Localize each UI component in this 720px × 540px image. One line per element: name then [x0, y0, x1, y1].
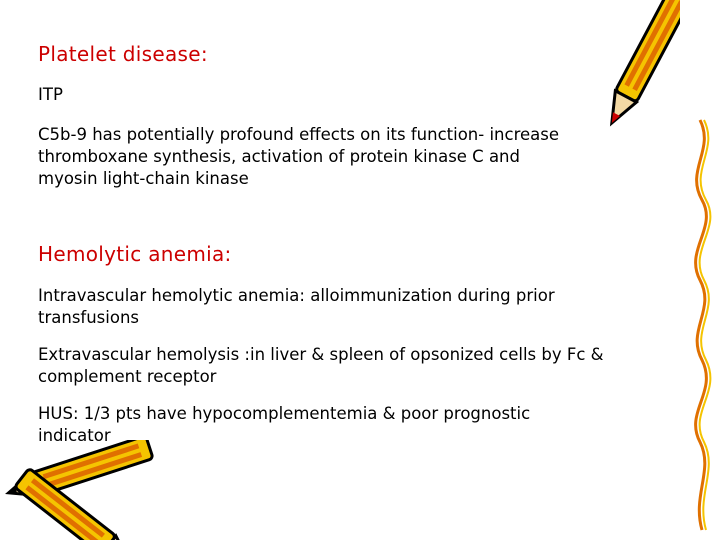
platelet-disease-heading: Platelet disease: — [38, 42, 208, 66]
pencil-icon-bottom-left — [0, 440, 190, 540]
pencil-icon-top-right — [600, 0, 680, 140]
extravascular-hemolysis-text: Extravascular hemolysis :in liver & spleen of opsonized cells by Fc & complement receptor — [38, 345, 604, 386]
itp-text: ITP — [38, 85, 63, 104]
intravascular-hemolysis-text: Intravascular hemolytic anemia: alloimmunization during prior transfusions — [38, 286, 555, 327]
c5b9-effects-text: C5b-9 has potentially profound effects on its function- increase thromboxane synthesis, activation of protein kinase C and myosin light-chain kinase — [38, 125, 560, 188]
hemolytic-anemia-heading: Hemolytic anemia: — [38, 242, 232, 266]
hus-text: HUS: 1/3 pts have hypocomplementemia & poor prognostic indicator — [38, 404, 531, 445]
